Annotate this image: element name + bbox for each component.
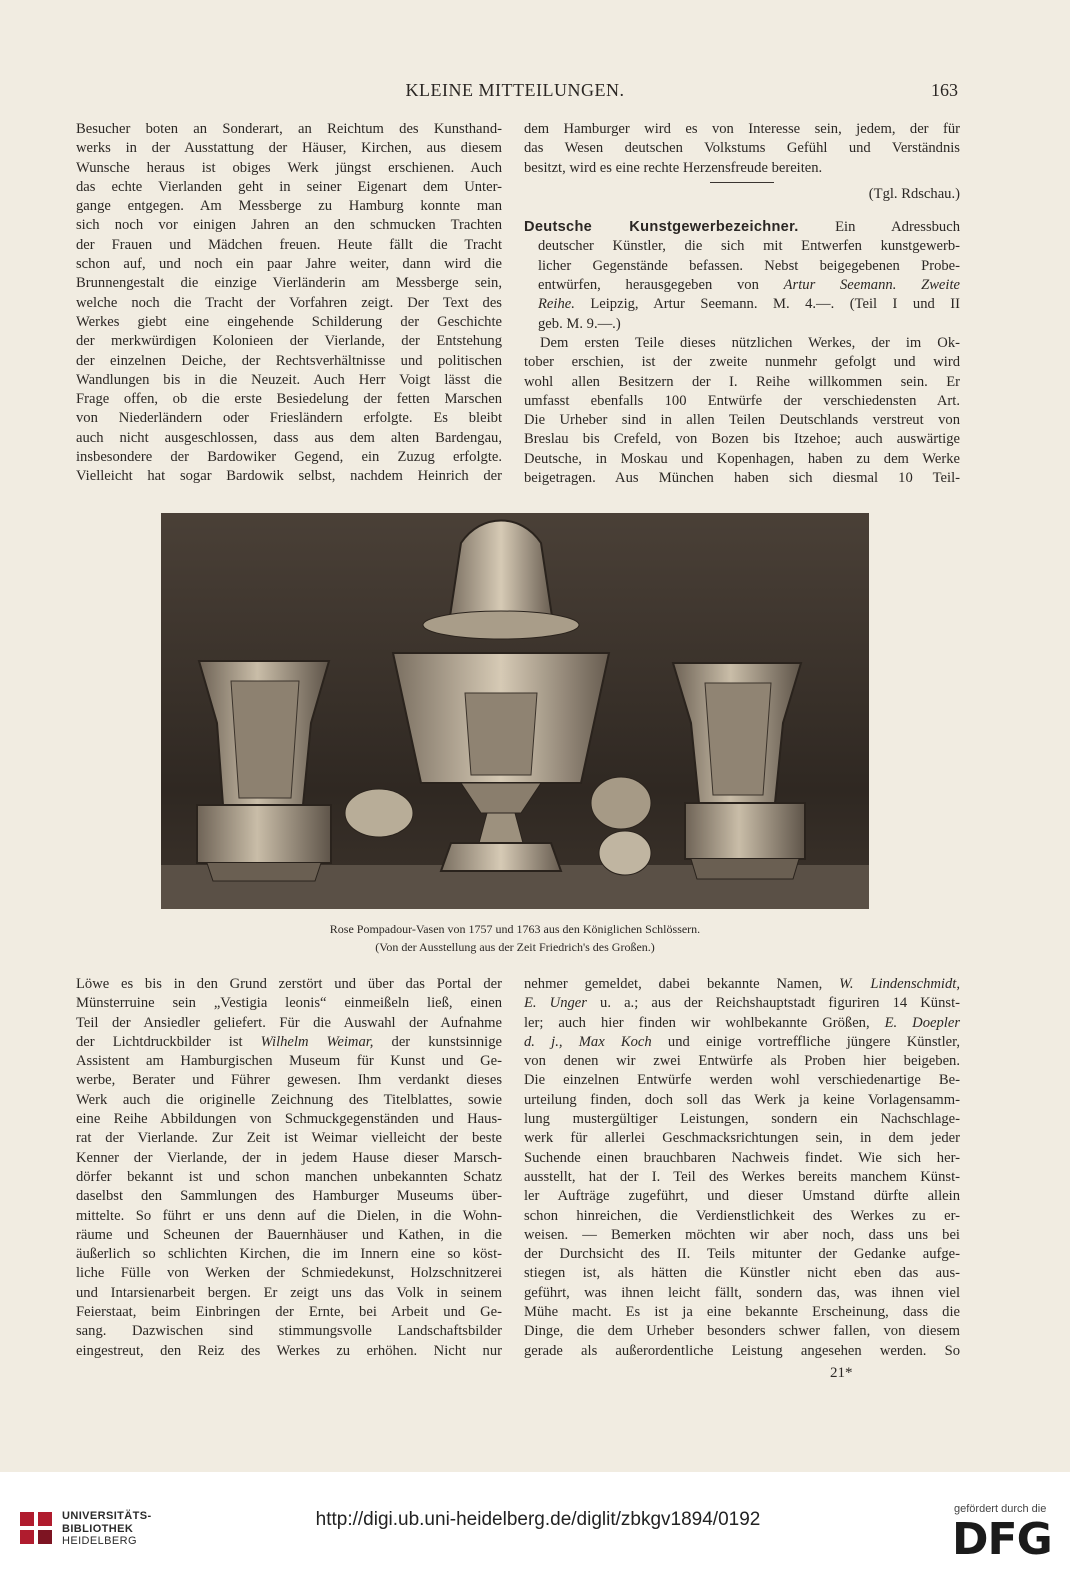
italic-name: E. Doepler xyxy=(884,1014,960,1031)
caption-line-2: (Von der Ausstellung aus der Zeit Friedrich's des Großen.) xyxy=(375,940,655,954)
section-heading-line xyxy=(524,218,960,237)
text-line: sang. Dazwischen sind stimmungsvolle Landschaftsbilder xyxy=(76,1323,502,1340)
text-line: besitzt, wird es eine rechte Herzensfreude bereiten. xyxy=(524,159,823,176)
text-line: der merkwürdigen Kolonieen der Vierlande, der Entstehung xyxy=(76,333,502,350)
text-fragment: ler; auch hier finden wir wohlbekannte Größen, xyxy=(524,1014,870,1031)
funding-note: gefördert durch die xyxy=(954,1503,1047,1515)
text-line xyxy=(524,1033,960,1052)
text-line: von denen wir zwei Entwürfe als Proben hier beigeben. xyxy=(524,1053,960,1070)
text-line: der Frauen und Mädchen freuen. Heute fällt die Tracht xyxy=(76,236,502,253)
text-line xyxy=(524,975,960,994)
text-line: Breslau bis Crefeld, von Bozen bis Itzehoe; auch auswärtige xyxy=(524,431,960,448)
page-number: 163 xyxy=(931,80,958,100)
italic-name: d. j., xyxy=(524,1033,563,1050)
text-line: schon hinreichen, die Verdienstlichkeit des Werkes zu er- xyxy=(524,1207,960,1224)
text-line: Dem ersten Teile dieses nützlichen Werkes, der im Ok- xyxy=(540,334,960,351)
source-signoff: (Tgl. Rdschau.) xyxy=(868,185,960,202)
text-line: das Wesen deutschen Volkstums Gefühl und Verständnis xyxy=(524,140,960,157)
text-line: eingestreut, den Reiz des Werkes zu erhöhen. Nicht nur xyxy=(76,1342,502,1359)
text-line: Frage offen, ob die erste Besiedelung der fetten Marschen xyxy=(76,391,502,408)
text-fragment: der kunstsinnige xyxy=(391,1033,502,1050)
text-line: Brunnengestalt die einzige Vierländerin am Messberge sein, xyxy=(76,275,502,292)
library-name-line: UNIVERSITÄTS- xyxy=(62,1510,152,1522)
text-line: Feierstaat, beim Einbringen der Ernte, bei Arbeit und Ge- xyxy=(76,1304,502,1321)
library-logo-icon xyxy=(18,1508,56,1552)
column-top-right xyxy=(524,120,960,488)
text-line: werbe, Berater und Führer gewesen. Ihm verdankt dieses xyxy=(76,1072,502,1089)
text-line: Werkes giebt eine eingehende Schilderung der Geschichte xyxy=(76,313,502,330)
text-line: der einzelnen Deiche, der Rechtsverhältnisse und politischen xyxy=(76,352,502,369)
text-line: welche noch die Tracht der Vorfahren zeigt. Der Text des xyxy=(76,294,502,311)
text-line: umfasst ebenfalls 100 Entwürfe der verschiedensten Art. xyxy=(524,392,960,409)
caption-line-1: Rose Pompadour-Vasen von 1757 und 1763 aus den Königlichen Schlössern. xyxy=(329,922,701,936)
text-line: schon auf, und noch ein paar Jahre weiter, dann wird die xyxy=(76,256,502,273)
text-line: das echte Vierlanden geht in seiner Eigenart dem Unter- xyxy=(76,178,502,195)
italic-name: E. Unger xyxy=(524,995,587,1012)
separator-rule xyxy=(710,182,774,183)
text-line: Vielleicht hat sogar Bardowik selbst, nachdem Heinrich der xyxy=(76,468,502,485)
vases-photograph xyxy=(161,513,869,909)
text-line: gange entgegen. Am Messberge zu Hamburg konnte man xyxy=(76,198,502,215)
bib-text: Leipzig, Artur Seemann. M. 4.—. (Teil I und II xyxy=(590,296,960,313)
signature-mark: 21* xyxy=(830,1365,853,1381)
text-fragment: und einige vortreffliche jüngere Künstler, xyxy=(667,1033,961,1050)
section-title: Deutsche Kunstgewerbezeichner. xyxy=(524,219,799,236)
text-line: liche Fülle von Werken der Schmiedekunst, Holzschnitzerei xyxy=(76,1265,502,1282)
right-saucer xyxy=(591,777,651,829)
text-line: werks in der Ausstattung der Häuser, Kirchen, aus diesem xyxy=(76,140,502,157)
small-cup xyxy=(599,831,651,875)
text-line: äußerlich so schlichten Kirchen, die im Innern eine so köst- xyxy=(76,1246,502,1263)
column-bottom-right xyxy=(524,975,960,1361)
text-line: Löwe es bis in den Grund zerstört und über das Portal der xyxy=(76,976,502,992)
bib-line xyxy=(524,276,960,295)
text-line: dem Hamburger wird es von Interesse sein, jedem, der für xyxy=(524,121,960,137)
running-header xyxy=(70,80,960,104)
text-line: von Niederländern oder Friesländern erfolgte. Es bleibt xyxy=(76,410,502,427)
bib-line: licher Gegenstände befassen. Nebst beigegebenen Probe- xyxy=(538,257,960,274)
text-line: Dinge, die dem Urheber besonders schwer fallen, von diesem xyxy=(524,1323,960,1340)
text-line: Assistent am Hamburgischen Museum für Kunst und Ge- xyxy=(76,1053,502,1070)
italic-name: W. Lindenschmidt, xyxy=(839,976,960,992)
figure-caption xyxy=(160,920,870,956)
permalink-url[interactable]: http://digi.ub.uni-heidelberg.de/diglit/zbkgv1894/0192 xyxy=(315,1509,761,1530)
text-line: ausstellt, hat der I. Teil des Werkes bereits manchem Künst- xyxy=(524,1168,960,1185)
text-line: daselbst den Sammlungen des Hamburger Museums über- xyxy=(76,1188,502,1205)
text-line: ler Aufträge zugeführt, und dieser Umstand dürfte allein xyxy=(524,1188,960,1205)
text-line: Deutsche, in Moskau und Kopenhagen, haben zu dem Werke xyxy=(524,450,960,467)
text-line: gerade als außerordentliche Leistung angesehen werden. So xyxy=(524,1342,960,1359)
text-line: rat der Vierlande. Zur Zeit ist Weimar vielleicht der beste xyxy=(76,1130,502,1147)
text-line: urteilung finden, doch soll das Werk ja keine Vorlagensamm- xyxy=(524,1091,960,1108)
text-line: dörfer bekannt ist und schon manchen unbekannten Schatz xyxy=(76,1168,502,1185)
text-line: sich noch vor einigen Jahren an den schmucken Trachten xyxy=(76,217,502,234)
text-line xyxy=(524,994,960,1013)
text-line: wohl allen Besitzern der I. Reihe willkommen sein. Er xyxy=(524,373,960,390)
italic-name: Wilhelm Weimar, xyxy=(260,1033,374,1050)
text-line: eine Reihe Abbildungen von Schmuckgegenständen und Haus- xyxy=(76,1111,502,1128)
bib-text: entwürfen, herausgegeben von xyxy=(538,277,759,294)
text-line: Besucher boten an Sonderart, an Reichtum des Kunsthand- xyxy=(76,121,502,137)
text-line: Teil der Ansiedler geliefert. Für die Auswahl der Aufnahme xyxy=(76,1014,502,1031)
text-line: Suchende einen brauchbaren Nachweis findet. Wie sich her- xyxy=(524,1149,960,1166)
text-line: lung mustergültiger Leistungen, sondern ein Nachschlage- xyxy=(524,1111,960,1128)
text-line: Werk auch die originelle Zeichnung des Titelblattes, sowie xyxy=(76,1091,502,1108)
text-line xyxy=(524,1014,960,1033)
text-line: insbesondere der Bardowiker Gegend, ein Zuzug erfolgte. xyxy=(76,449,502,466)
bib-italic: Artur Seemann. Zweite xyxy=(783,277,960,294)
bib-line xyxy=(524,295,960,314)
text-line: stiegen ist, als hätten die Künstler nicht eben das aus- xyxy=(524,1265,960,1282)
text-line: geführt, was ihnen leicht fällt, sondern das, was ihnen viel xyxy=(524,1284,960,1301)
library-name-line: HEIDELBERG xyxy=(62,1535,137,1547)
text-line: werk für allerlei Geschmacksrichtungen sein, in dem jeder xyxy=(524,1130,960,1147)
text-line: Wunsche heraus ist obiges Werk jüngst erschienen. Auch xyxy=(76,159,502,176)
text-line: mittelte. So führt er uns denn auf die Dielen, in die Wohn- xyxy=(76,1207,502,1224)
text-line: Wandlungen bis in die Neuzeit. Auch Herr Voigt lässt die xyxy=(76,371,502,388)
dfg-logo: DFG xyxy=(952,1514,1052,1565)
text-line xyxy=(76,1033,502,1052)
text-fragment: nehmer gemeldet, dabei bekannte Namen, xyxy=(524,976,823,992)
section-title-rest: Ein Adressbuch xyxy=(835,219,961,236)
text-line: Die einzelnen Entwürfe werden wohl verschiedenartige Be- xyxy=(524,1072,960,1089)
vases-illustration xyxy=(161,513,869,909)
text-line: tober erschien, ist der zweite nunmehr gefolgt und wird xyxy=(524,354,960,371)
library-name xyxy=(62,1510,152,1548)
text-fragment: u. a.; aus der Reichshauptstadt figuriren 14 Künst- xyxy=(600,995,960,1012)
italic-name: Max Koch xyxy=(578,1033,652,1050)
bib-italic: Reihe. xyxy=(538,296,575,313)
left-saucer xyxy=(345,789,413,837)
library-name-line: BIBLIOTHEK xyxy=(62,1522,134,1535)
text-line: beigetragen. Aus München haben sich diesmal 10 Teil- xyxy=(524,470,960,487)
text-line: Mühe macht. Es ist ja eine bekannte Erscheinung, dass die xyxy=(524,1304,960,1321)
text-line: und Intarsienarbeit bergen. Er zeigt uns das Volk in seinem xyxy=(76,1284,502,1301)
text-line: weisen. — Bemerken möchten wir aber noch, dass uns bei xyxy=(524,1226,960,1243)
bib-line: geb. M. 9.—.) xyxy=(538,315,621,332)
text-line: Die Urheber sind in allen Teilen Deutschlands verstreut von xyxy=(524,412,960,429)
text-line: Kenner der Vierlande, der in jedem Hause dieser Marsch- xyxy=(76,1149,502,1166)
column-bottom-left xyxy=(76,975,502,1361)
text-line: der Durchsicht des II. Teils mitunter der Gedanke aufge- xyxy=(524,1246,960,1263)
text-line: Münsterruine sein „Vestigia leonis“ einmeißeln ließ, einen xyxy=(76,995,502,1012)
running-title: KLEINE MITTEILUNGEN. xyxy=(405,80,625,100)
column-top-left xyxy=(76,120,502,487)
bib-line: deutscher Künstler, die sich mit Entwerfen kunstgewerb- xyxy=(538,238,960,255)
text-line: räume und Scheunen der Bauernhäuser und Kathen, in die xyxy=(76,1226,502,1243)
text-fragment: der Lichtdruckbilder ist xyxy=(76,1033,243,1050)
text-line: auch nicht ausgeschlossen, dass aus dem alten Bardengau, xyxy=(76,429,502,446)
